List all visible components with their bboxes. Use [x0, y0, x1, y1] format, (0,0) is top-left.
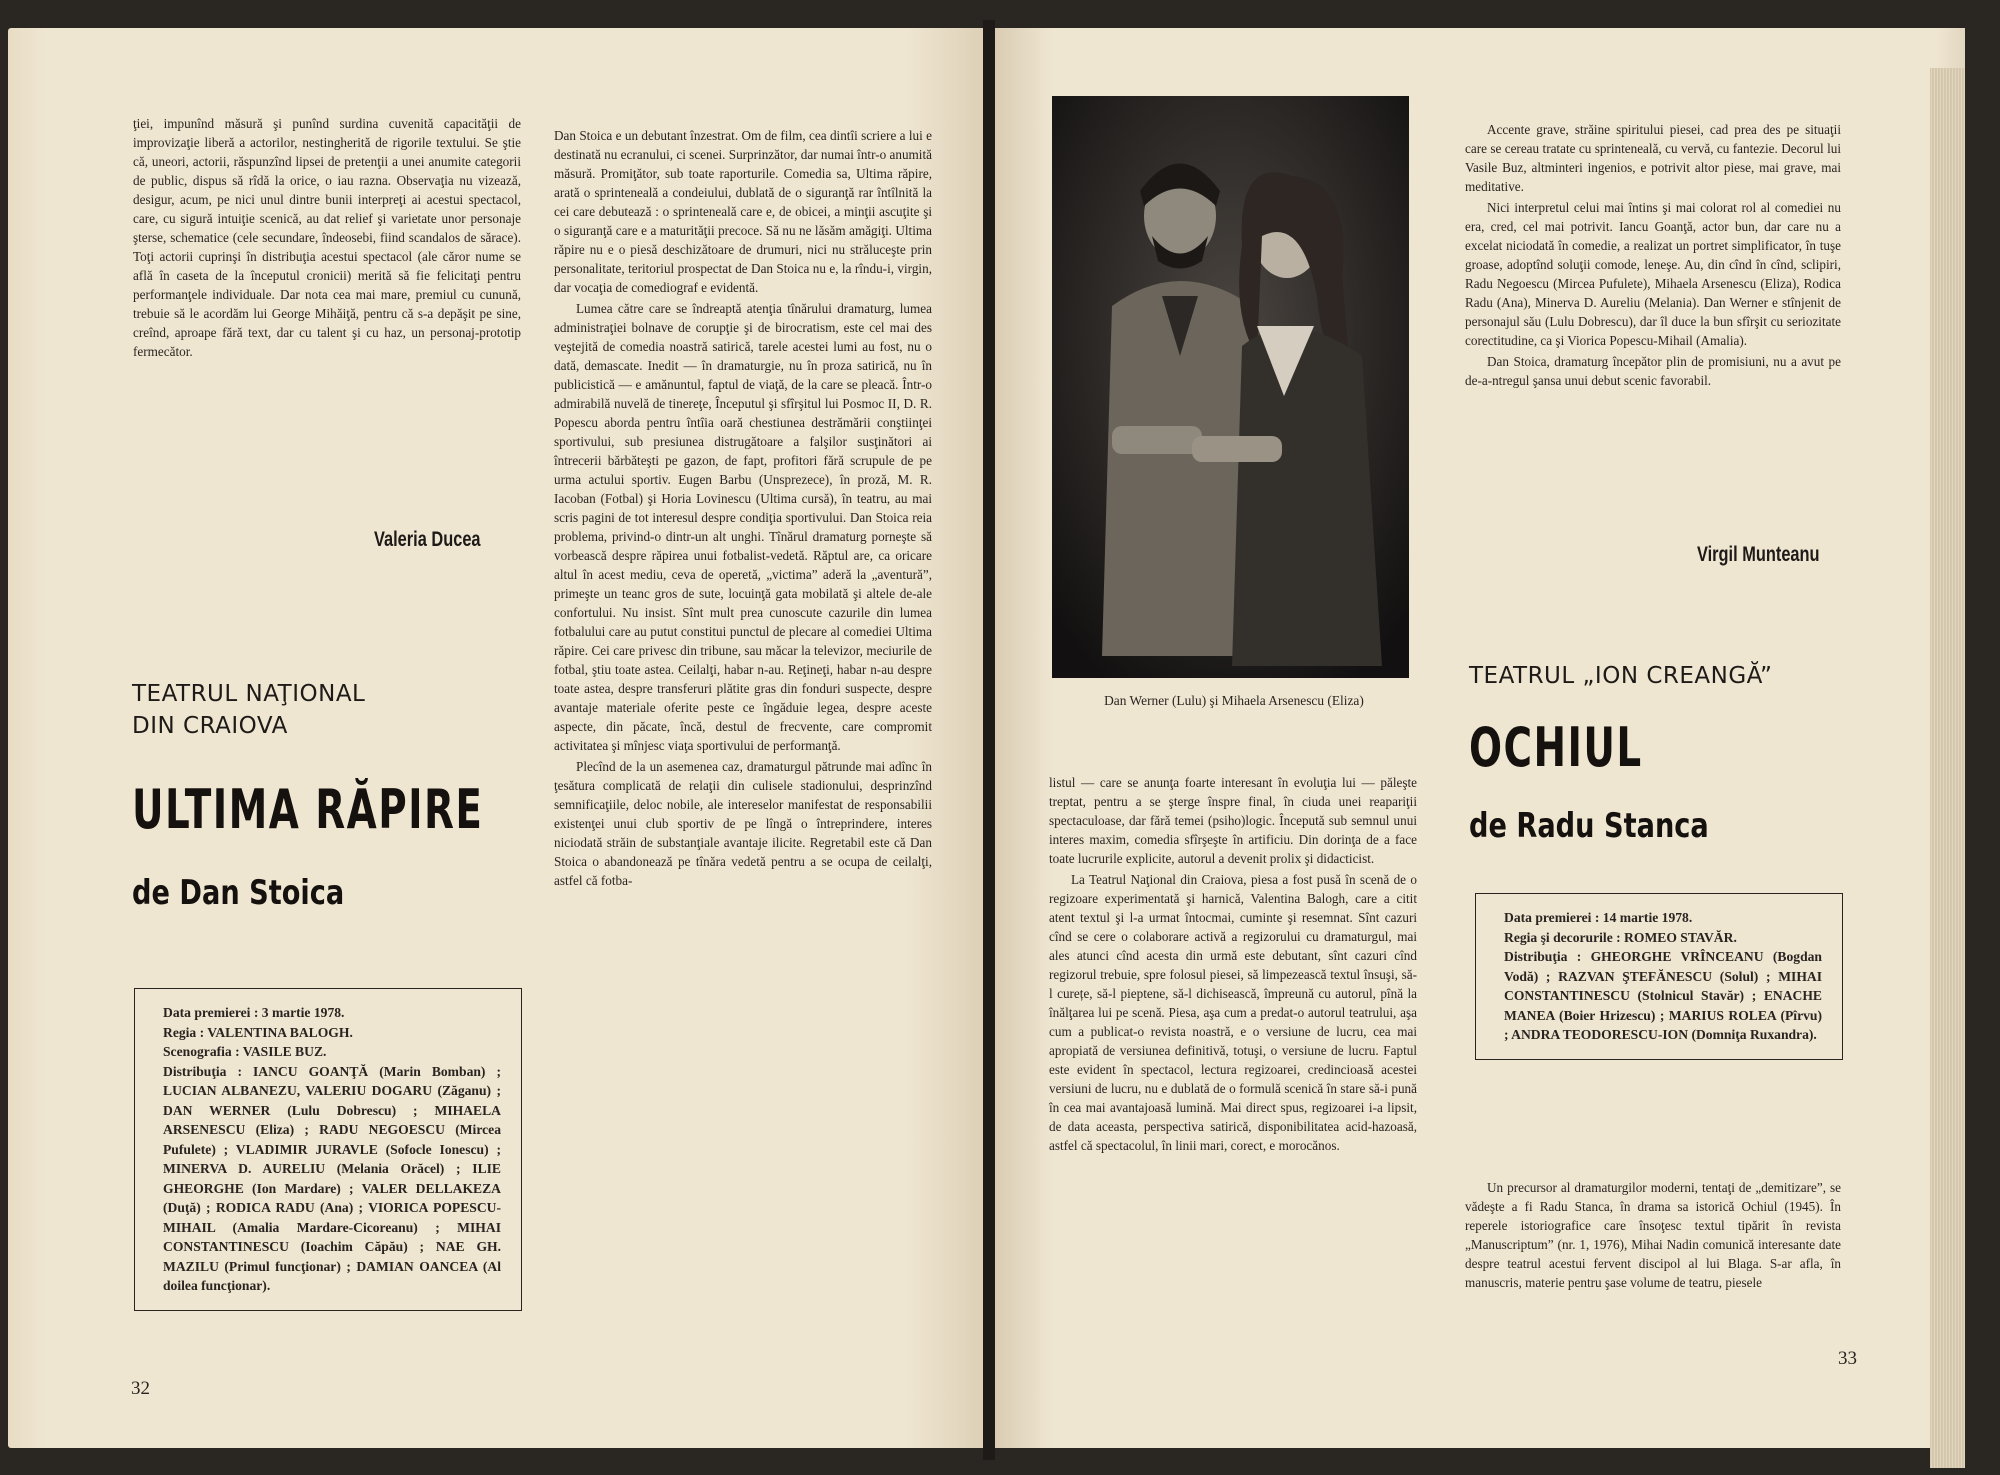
- page-number: 33: [1838, 1348, 1857, 1369]
- signature: Valeria Ducea: [374, 528, 481, 551]
- paragraph: Nici interpretul celui mai întins şi mai colorat rol al comediei nu era, cred, cel mai potrivit. Iancu Goanţă, actor bun, dar care nu a excelat niciodată în comedie, a realizat un portret simplificator, în tuşe groase, adoptînd soluţii comode, leneşe. Au, din cînd în cînd, sclipiri, Radu Negoescu (Mircea Pufulete), Mihaela Arsenescu (Eliza), Rodica Radu (Ana), Minerva D. Aureliu (Melania). Dan Werner e stînjenit de personajul său (Lulu Dobrescu), dar îl duce la bun sfîrşit cu seriozitate corectitudine, ca şi Viorica Popescu-Mihail (Amalia).: [1465, 200, 1841, 348]
- production-photo: [1052, 96, 1409, 678]
- theatre-name: TEATRUL „ION CREANGĂ”: [1469, 663, 1773, 689]
- paragraph: Un precursor al dramaturgilor moderni, tentaţi de „demitizare”, se vădeşte a fi Radu Stanca, în drama sa istorică Ochiul (1945). În reperele istoriografice care însoţesc textul tipărit în revista „Manuscriptum” (nr. 1, 1976), Mihai Nadin comunică interesante date despre teatrul acestui fervent discipol al lui Blaga. S-ar afla, în manuscris, materie pentru şase volume de teatru, piesele: [1465, 1180, 1841, 1290]
- cast-box: [134, 988, 522, 1311]
- photo-image: [1052, 96, 1409, 678]
- theatre-line-1: TEATRUL NAŢIONAL: [132, 681, 366, 707]
- photo-caption: Dan Werner (Lulu) şi Mihaela Arsenescu (Eliza): [1104, 693, 1364, 708]
- right-column-1: [1049, 773, 1417, 1157]
- book-gutter: [983, 20, 995, 1460]
- signature: Virgil Munteanu: [1697, 543, 1820, 566]
- play-author: de Radu Stanca: [1469, 806, 1709, 846]
- premiere-date: Data premierei : 14 martie 1978.: [1504, 910, 1693, 925]
- page-edges: [1930, 68, 1965, 1468]
- paragraph: Dan Stoica e un debutant înzestrat. Om de film, cea dintîi scriere a lui e destinată nu ecranului, ci scenei. Surprinzător, dar numai într-o anumită măsură. Promiţător, sub toate raporturile. Comedia sa, Ultima răpire, arată o sprinteneală a condeiului, dublată de o siguranţă rar întîlnită la cei care debutează : o sprinteneală care e, de obicei, a minţii ascuţite şi o siguranţă care e a maturităţii precoce. Să nu ne lăsăm amăgiţi. Ultima răpire nu e o piesă deschizătoare de drumuri, nici nu străluceşte prin personalitate, teritoriul prospectat de Dan Stoica nu e, la rîndu-i, virgin, dar vocaţia de comediograf e evidentă.: [554, 128, 932, 295]
- scenography: Scenografia : VASILE BUZ.: [163, 1044, 327, 1059]
- cast-list: Distribuţia : IANCU GOANŢĂ (Marin Bomban) ; LUCIAN ALBANEZU, VALERIU DOGARU (Zăganu) ; DAN WERNER (Lulu Dobrescu) ; MIHAELA ARSENESCU (Eliza) ; RADU NEGOESCU (Mircea Pufulete) ; VLADIMIR JURAVLE (Sofocle Ionescu) ; MINERVA D. AURELIU (Melania Orăcel) ; ILIE GHEORGHE (Ion Mardare) ; VALER DELLAKEZA (Duţă) ; RODICA RADU (Ana) ; VIORICA POPESCU-MIHAIL (Amalia Mardare-Cicoreanu) ; MIHAI CONSTANTINESCU (Ioachim Căpău) ; NAE GH. MAZILU (Primul funcţionar) ; DAMIAN OANCEA (Al doilea funcţionar).: [163, 1063, 501, 1293]
- cast-box: [1475, 893, 1843, 1060]
- cast-list: Distribuţia : GHEORGHE VRÎNCEANU (Bogdan Vodă) ; RAZVAN ŞTEFĂNESCU (Solul) ; MIHAI CONSTANTINESCU (Stolnicul Stavăr) ; ENACHE MANEA (Boier Hrizescu) ; MARIUS ROLEA (Pîrvu) ; ANDRA TEODORESCU-ION (Domniţa Ruxandra).: [1504, 949, 1822, 1042]
- left-column-2: [554, 126, 932, 892]
- right-column-2: [1465, 120, 1841, 392]
- premiere-date: Data premierei : 3 martie 1978.: [163, 1005, 345, 1020]
- direction: Regia şi decorurile : ROMEO STAVĂR.: [1504, 929, 1737, 945]
- theatre-name: [132, 678, 365, 742]
- play-title: OCHIUL: [1469, 716, 1643, 779]
- left-column-1: [133, 114, 521, 363]
- right-column-3: [1465, 1178, 1841, 1294]
- paragraph: Plecînd de la un asemenea caz, dramaturgul pătrunde mai adînc în ţesătura complicată de relaţii din culisele stadionului, desprinzînd semnificaţiile, deloc nobile, ale intereselor manifestat de responsabilii existenţei unui club sportiv de pe lîngă o întreprindere, interes niciodată străin de substanţiale avantaje ilicite. Regretabil este că Dan Stoica o abandonează pe tînăra vedetă pentru a se ocupa de ceilalţi, astfel că fotba-: [554, 759, 932, 888]
- paragraph: La Teatrul Naţional din Craiova, piesa a fost pusă în scenă de o regizoare experimentată şi harnică, Valentina Balogh, care a citit atent textul şi l-a urmat întocmai, cuminte şi resemnat. Sînt cazuri cînd se cere o colaborare activă a regizorului cu dramaturgul, mai ales atunci cînd acesta din urmă este debutant, sînt cazuri cînd regizorul trebuie, spre folosul piesei, să limpezească textul însuşi, să-l curețe, să-l pieptene, să-l dichisească, împreună cu autorul, pînă la înălţarea lui pe scenă. Piesa, aşa cum a predat-o autorul teatrului, aşa cum a publicat-o revista noastră, e o versiune de lucru, cea mai apropiată de versiunea definitivă, totuşi, o versiune de lucru. Faptul este evident în spectacol, lectura regizoarei, credincioasă acestei versiuni de lucru, nu e dublată de o formulă scenică în stare să-i pună în cea mai avantajoasă lumină. Mai direct spus, regizoarei i-a lipsit, de data aceasta, perspectiva satirică, disponibilitatea acid-hazoasă, astfel că spectacolul, în linii mari, corect, e morocănos.: [1049, 872, 1417, 1153]
- left-page: [8, 28, 983, 1448]
- paragraph: Dan Stoica, dramaturg începător plin de promisiuni, nu a avut pe de-a-ntregul şansa unui debut scenic favorabil.: [1465, 354, 1841, 388]
- play-title: ULTIMA RĂPIRE: [132, 778, 484, 841]
- play-author: de Dan Stoica: [132, 873, 345, 913]
- direction: Regia : VALENTINA BALOGH.: [163, 1024, 353, 1040]
- theatre-line-2: DIN CRAIOVA: [132, 713, 288, 739]
- paragraph: Lumea către care se îndreaptă atenţia tînărului dramaturg, lumea administraţiei bolnave de corupţie şi de birocratism, este cel mai des veştejită de comedia noastră satirică, tarele acestei lumi au fost, nu o dată, demascate. Inedit — în dramaturgie, nu în proza satirică, nu în publicistică — e amănuntul, faptul de viaţă, de la care se pleacă. Într-o admirabilă nuvelă de tinereţe, Începutul şi sfîrşitul lui Posmoc II, D. R. Popescu aborda pentru întîia oară chestiunea destrămării conştiinţei sportivului, sub presiunea distrugătoare a falşilor susţinători ai întrecerii bărbăteşti pe gazon, de fapt, profitori fără scrupule de pe urma actului sportiv. Eugen Barbu (Unsprezece), în proză, M. R. Iacoban (Fotbal) şi Horia Lovinescu (Ultima cursă), în teatru, au mai scris pagini de tot interesul despre condiţia sportivului. Dan Stoica reia problema, privind-o dintr-un alt unghi. Tînărul dramaturg porneşte să vorbească despre răpirea unui fotbalist-vedetă. Răptul are, ca oricare altul în acest mediu, ceva de operetă, „victima” aderă la „aventură”, primeşte un teanc gros de sute, locuinţă gata mobilată şi altele de-ale confortului. Nu insist. Sînt mult prea cunoscute cazurile din lumea fotbalului care au putut constitui punctul de plecare al comediei Ultima răpire. Cei care privesc din tribune, sau măcar la televizor, meciurile de fotbal, ştiu toate astea. Ceilalţi, habar n-au. Reţineţi, habar n-au despre toate astea, despre transferuri plătite gras din fonduri suspecte, despre avantaje materiale oferite peste ce îngăduie legea, despre aceste aspecte, din păcate, încă, destul de frecvente, care compromit activitatea şi mînjesc viaţa sportivului de performanţă.: [554, 301, 932, 753]
- right-page: [995, 28, 1965, 1448]
- paragraph: Accente grave, străine spiritului piesei, cad prea des pe situaţii care se cereau tratate cu sprinteneală, cu vervă, cu fantezie. Decorul lui Vasile Buz, altminteri ingenios, e potrivit altor piese, mai grave, mai meditative.: [1465, 122, 1841, 194]
- paragraph: ţiei, impunînd măsură şi punînd surdina cuvenită capacităţii de improvizaţie liberă a actorilor, nestingherită de rigorile textului. Se ştie că, uneori, actorii, răspunzînd lipsei de pretenţii a unei anumite categorii de public, dispus să rîdă la orice, o iau razna. Observaţia nu vizează, desigur, acum, pe nici unul dintre bunii interpreţi ai acestui spectacol, care, cu sigură intuiţie scenică, au dat relief şi varietate unor personaje şterse, schematice (cele secundare, îndeosebi, fiind scandalos de sărace). Toţi actorii cuprinşi în distribuţia acestui spectacol (ale căror nume se află în caseta de la începutul cronicii) merită să fie felicitaţi pentru performanţele individuale. Dar nota cea mai mare, premiul cu cunună, trebuie să le acordăm lui George Mihăiţă, pentru că s-a depăşit pe sine, creînd, aproape fără text, dar cu talent şi cu haz, un personaj-prototip fermecător.: [133, 116, 521, 359]
- page-number: 32: [131, 1378, 150, 1399]
- paragraph: listul — care se anunţa foarte interesant în evoluţia lui — păleşte treptat, pentru a se şterge înspre final, în ciuda unei reapariţii spectaculoase, dar fără temei (psiho)logic. Începută sub semnul unui interes maxim, comedia sfîrşeşte în artificiu. Din dorinţa de a face toate lucrurile explicite, autorul a devenit prolix şi didacticist.: [1049, 775, 1417, 866]
